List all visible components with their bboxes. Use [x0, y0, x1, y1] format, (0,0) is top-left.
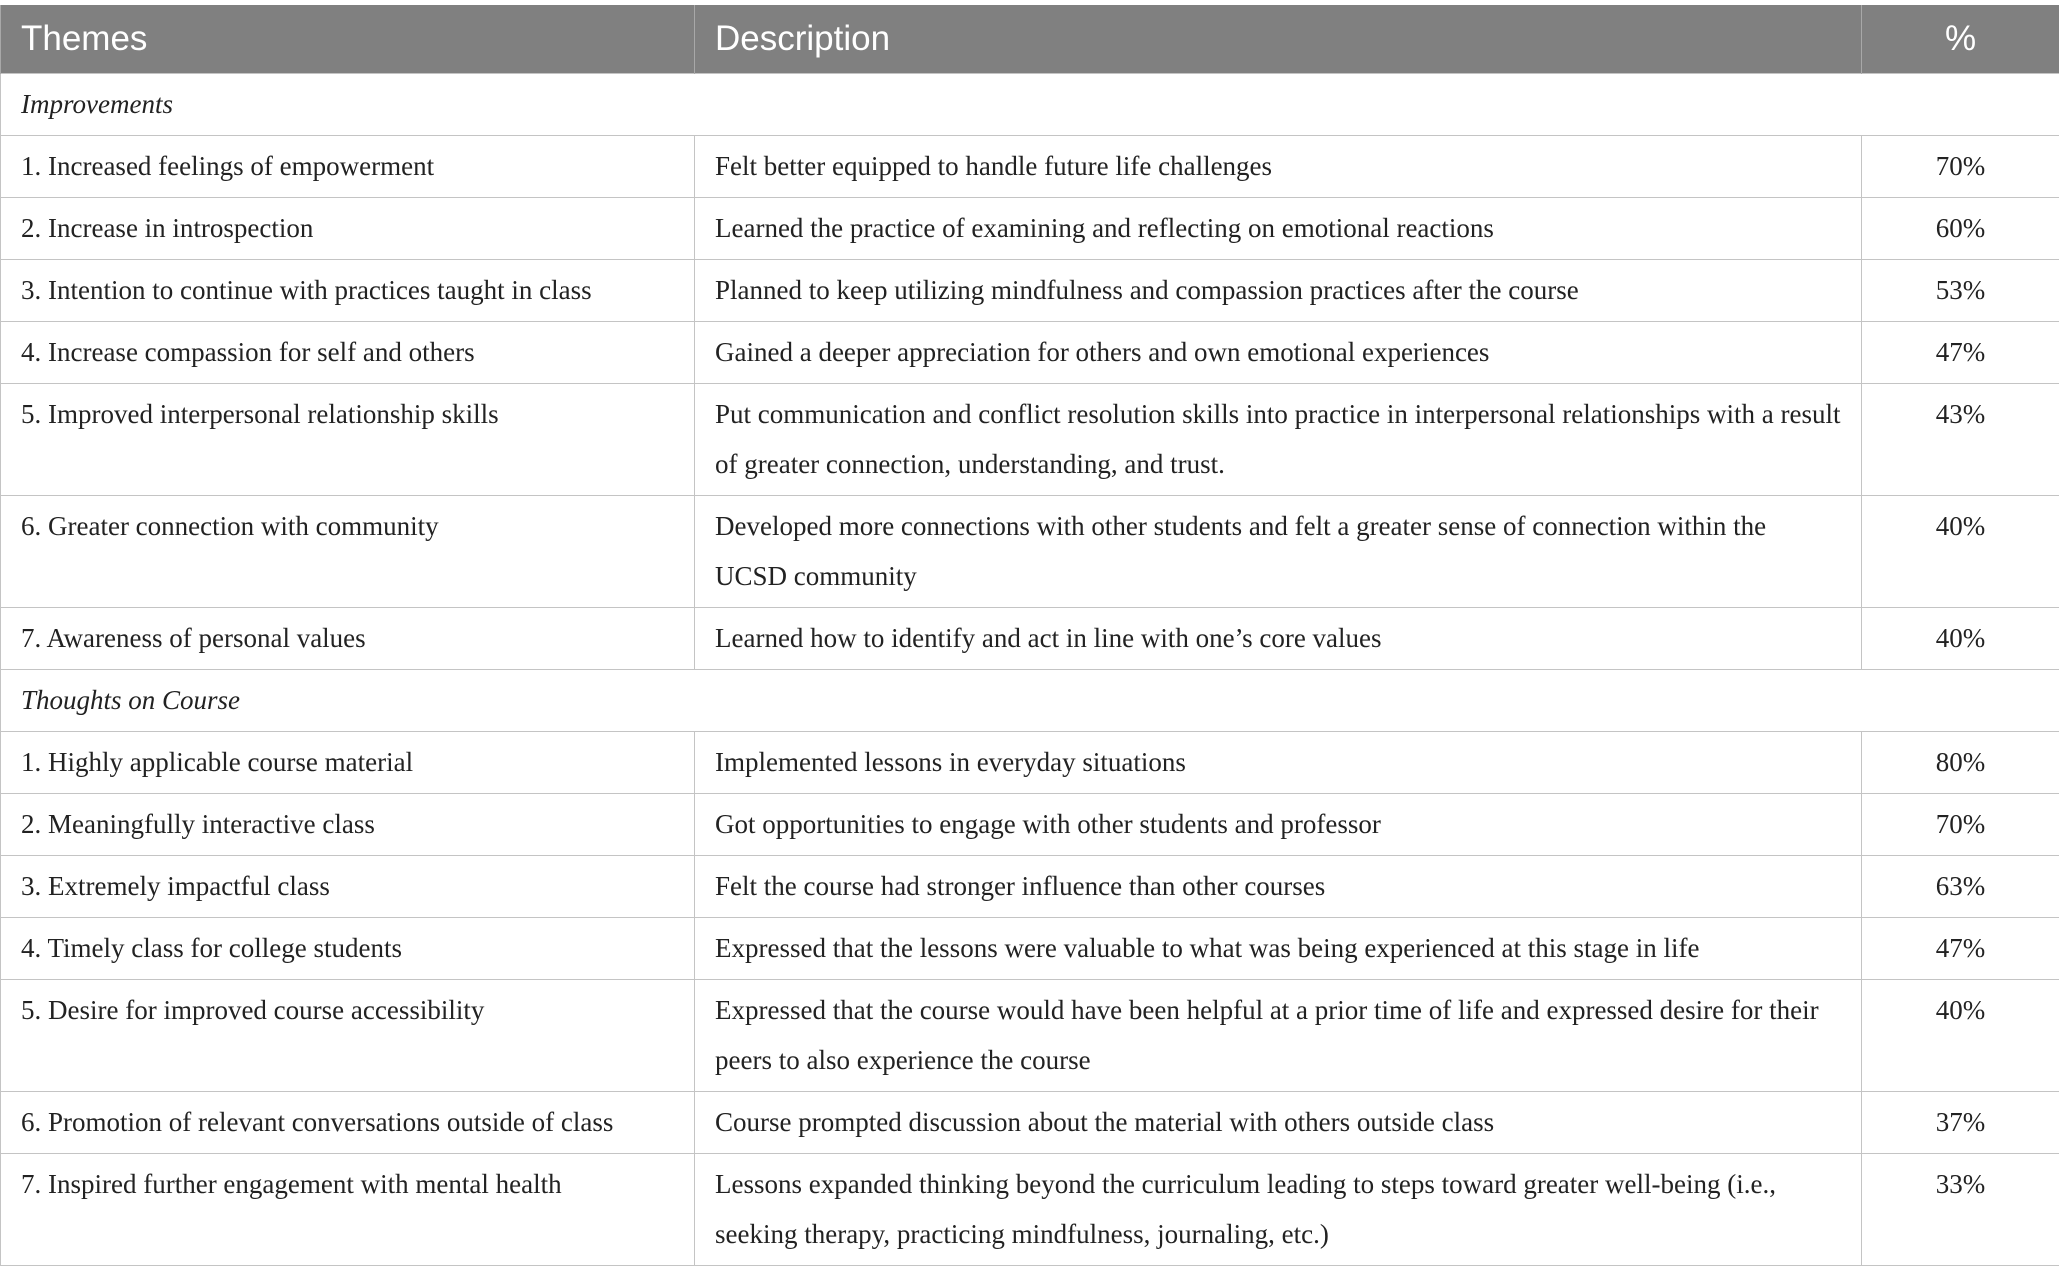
percent-cell: 70% [1862, 136, 2059, 198]
description-cell: Expressed that the course would have been helpful at a prior time of life and expressed desire for their peers to also experience the course [695, 980, 1862, 1092]
table-row [1, 260, 2059, 322]
description-cell: Learned the practice of examining and reflecting on emotional reactions [695, 198, 1862, 260]
theme-cell: 5. Improved interpersonal relationship skills [1, 384, 695, 496]
description-cell: Course prompted discussion about the material with others outside class [695, 1092, 1862, 1154]
theme-cell: 2. Meaningfully interactive class [1, 794, 695, 856]
percent-cell: 33% [1862, 1154, 2059, 1266]
percent-cell: 40% [1862, 980, 2059, 1092]
section-row-thoughts-on-course [1, 670, 2059, 732]
header-row [1, 5, 2059, 74]
table-row [1, 384, 2059, 496]
table-row [1, 794, 2059, 856]
table-row [1, 1092, 2059, 1154]
header-percent: % [1862, 5, 2059, 74]
percent-cell: 37% [1862, 1092, 2059, 1154]
percent-cell: 60% [1862, 198, 2059, 260]
percent-cell: 47% [1862, 322, 2059, 384]
description-cell: Learned how to identify and act in line with one’s core values [695, 608, 1862, 670]
theme-cell: 3. Intention to continue with practices taught in class [1, 260, 695, 322]
theme-cell: 6. Greater connection with community [1, 496, 695, 608]
percent-cell: 40% [1862, 496, 2059, 608]
table-row [1, 496, 2059, 608]
table-row [1, 980, 2059, 1092]
description-cell: Put communication and conflict resolution skills into practice in interpersonal relationships with a result of greater connection, understanding, and trust. [695, 384, 1862, 496]
description-cell: Developed more connections with other students and felt a greater sense of connection within the UCSD community [695, 496, 1862, 608]
description-cell: Lessons expanded thinking beyond the curriculum leading to steps toward greater well-being (i.e., seeking therapy, practicing mindfulness, journaling, etc.) [695, 1154, 1862, 1266]
percent-cell: 70% [1862, 794, 2059, 856]
header-description: Description [695, 5, 1862, 74]
percent-cell: 63% [1862, 856, 2059, 918]
table-row [1, 918, 2059, 980]
description-cell: Felt better equipped to handle future life challenges [695, 136, 1862, 198]
percent-cell: 53% [1862, 260, 2059, 322]
percent-cell: 43% [1862, 384, 2059, 496]
table-row [1, 136, 2059, 198]
theme-cell: 1. Highly applicable course material [1, 732, 695, 794]
description-cell: Felt the course had stronger influence than other courses [695, 856, 1862, 918]
table-row [1, 732, 2059, 794]
theme-cell: 5. Desire for improved course accessibility [1, 980, 695, 1092]
table-row [1, 608, 2059, 670]
section-title: Improvements [1, 74, 2059, 136]
description-cell: Expressed that the lessons were valuable to what was being experienced at this stage in life [695, 918, 1862, 980]
description-cell: Implemented lessons in everyday situations [695, 732, 1862, 794]
section-row-improvements [1, 74, 2059, 136]
percent-cell: 47% [1862, 918, 2059, 980]
table-row [1, 198, 2059, 260]
table-row [1, 322, 2059, 384]
description-cell: Got opportunities to engage with other students and professor [695, 794, 1862, 856]
percent-cell: 80% [1862, 732, 2059, 794]
table-row [1, 856, 2059, 918]
theme-cell: 4. Timely class for college students [1, 918, 695, 980]
theme-cell: 2. Increase in introspection [1, 198, 695, 260]
theme-cell: 3. Extremely impactful class [1, 856, 695, 918]
section-title: Thoughts on Course [1, 670, 2059, 732]
theme-cell: 7. Awareness of personal values [1, 608, 695, 670]
theme-cell: 4. Increase compassion for self and others [1, 322, 695, 384]
percent-cell: 40% [1862, 608, 2059, 670]
theme-cell: 6. Promotion of relevant conversations outside of class [1, 1092, 695, 1154]
themes-table [0, 5, 2059, 1266]
theme-cell: 7. Inspired further engagement with mental health [1, 1154, 695, 1266]
description-cell: Gained a deeper appreciation for others and own emotional experiences [695, 322, 1862, 384]
header-themes: Themes [1, 5, 695, 74]
theme-cell: 1. Increased feelings of empowerment [1, 136, 695, 198]
description-cell: Planned to keep utilizing mindfulness and compassion practices after the course [695, 260, 1862, 322]
table-row [1, 1154, 2059, 1266]
